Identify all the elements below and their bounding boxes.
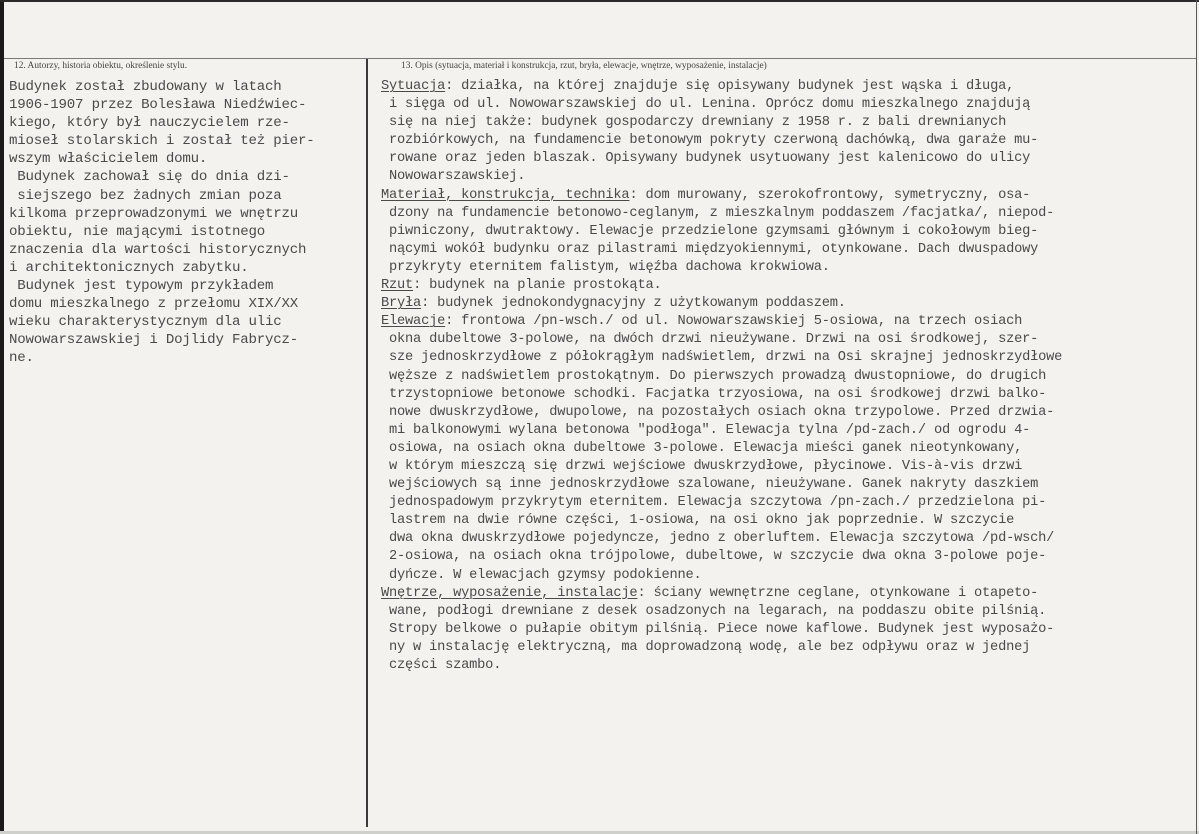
description-text: : frontowa /pn-wsch./ od ul. Nowowarszawskiej 5-osiowa, na trzech osiach (445, 314, 1023, 330)
description-text: węższe z nadświetlem prostokątnym. Do pierwszych prowadzą dwustopniowe, do drugich (381, 368, 1047, 384)
history-text-line: 1906-1907 przez Bolesława Niedźwiec- (9, 97, 307, 114)
sheet-top-edge (0, 0, 1199, 2)
description-text-line (381, 205, 1062, 223)
description-text-line (381, 241, 1062, 259)
description-text-line (381, 657, 1062, 675)
history-text-line: siejszego bez żadnych zmian poza (9, 187, 282, 204)
description-text-line (381, 277, 1062, 295)
description-text: nowe dwuskrzydłowe, dwupolowe, na pozostałych osiach okna trzypolowe. Przed drzwia- (381, 404, 1055, 420)
description-text: Stropy belkowe o pułapie obitym pilśnią. Piece nowe kaflowe. Budynek jest wyposażo- (381, 621, 1055, 637)
description-text-line (381, 96, 1062, 114)
description-text: dwa okna dwuskrzydłowe pojedyncze, jedno z oberluftem. Elewacja szczytowa /pd-wsch/ (381, 531, 1055, 547)
description-text: Nowowarszawskiej. (381, 169, 526, 185)
description-text-line (381, 404, 1062, 422)
history-text-line: kilkoma przeprowadzonymi we wnętrzu (9, 205, 299, 222)
description-text: się na niej także: budynek gospodarczy drewniany z 1958 r. z bali drewnianych (381, 115, 1007, 131)
description-text-line (381, 368, 1062, 386)
description-text-line (381, 114, 1062, 132)
subsection-label: Materiał, konstrukcja, technika (381, 187, 630, 203)
history-text-line: ne. (9, 350, 34, 367)
description-text: : budynek jednokondygnacyjny z użytkowanym poddaszem. (421, 296, 846, 312)
description-text: osiowa, na osiach okna dubeltowe 3-polowe. Elewacja mieści ganek nieotynkowany, (381, 440, 1023, 456)
description-text-line (381, 223, 1062, 241)
description-text: lastrem na dwie równe części, 1-osiowa, na osi okno jak poprzednie. W szczycie (381, 513, 1015, 529)
description-text: ny w instalację elektryczną, ma doprowadzoną wodę, ale bez odpływu oraz w jednej (381, 639, 1031, 655)
history-text-line: domu mieszkalnego z przełomu XIX/XX (9, 296, 299, 313)
description-text: nącymi wokół budynku oraz pilastrami międzyokiennymi, otynkowane. Dach dwuspadowy (381, 241, 1039, 257)
description-text: dyńcze. W elewacjach gzymsy podokienne. (381, 567, 702, 583)
description-text-line (381, 567, 1062, 585)
description-text: w którym mieszczą się drzwi wejściowe dwuskrzydłowe, płycinowe. Vis-à-vis drzwi (381, 458, 1023, 474)
description-text-line (381, 603, 1062, 621)
description-text-line (381, 386, 1062, 404)
description-text-line (381, 440, 1062, 458)
description-text: okna dubeltowe 3-polowe, na dwóch drzwi nieużywane. Drzwi na osi środkowej, szer- (381, 332, 1039, 348)
subsection-label: Elewacje (381, 314, 446, 330)
description-text: : budynek na planie prostokąta. (413, 278, 662, 294)
section-12-heading: 12. Autorzy, historia obiektu, określenie stylu. (14, 61, 188, 71)
description-text-line (381, 530, 1062, 548)
description-text: wejściowych są inne jednoskrzydłowe szalowane, nieużywane. Ganek nakryty daszkiem (381, 477, 1039, 493)
column-divider (366, 59, 368, 827)
subsection-label: Bryła (381, 296, 422, 312)
subsection-label: Wnętrze, wyposażenie, instalacje (381, 585, 638, 601)
subsection-label: Rzut (381, 278, 414, 294)
description-text-column (381, 78, 1062, 675)
description-text-line (381, 331, 1062, 349)
history-text-line: Budynek zachował się do dnia dzi- (9, 169, 290, 186)
history-text-line: znaczenia dla wartości historycznych (9, 241, 307, 258)
description-text-line (381, 187, 1062, 205)
description-text: jednospadowym przykrytym eternitem. Elewacja szczytowa /pn-zach./ przedzielona pi- (381, 495, 1047, 511)
sheet-left-edge (0, 0, 4, 834)
description-text: dzony na fundamencie betonowo-ceglanym, z mieszkalnym poddaszem /facjatka/, niepod- (381, 205, 1055, 221)
history-text-line: Budynek jest typowym przykładem (9, 278, 274, 295)
sheet-right-edge (1196, 0, 1197, 834)
description-text: trzystopniowe betonowe schodki. Facjatka trzyosiowa, na osi środkowej drzwi balko- (381, 386, 1047, 402)
description-text: piwniczony, dwutraktowy. Elewacje przedzielone gzymsami głównym i cokołowym bieg- (381, 223, 1039, 239)
history-text-line: mioseł stolarskich i został też pier- (9, 133, 315, 150)
subsection-label: Sytuacja (381, 79, 446, 94)
history-text-line: Budynek został zbudowany w latach (9, 79, 282, 95)
description-text-line (381, 639, 1062, 657)
description-text: : ściany wewnętrzne ceglane, otynkowane i otapeto- (637, 585, 1039, 601)
description-text-line (381, 548, 1062, 566)
description-text: 2-osiowa, na osiach okna trójpolowe, dubeltowe, w szczycie dwa okna 3-polowe poje- (381, 549, 1047, 565)
history-text-line: i architektonicznych zabytku. (9, 259, 249, 276)
description-text: : dom murowany, szerokofrontowy, symetryczny, osa- (629, 187, 1031, 203)
description-text: i sięga od ul. Nowowarszawskiej do ul. Lenina. Oprócz domu mieszkalnego znajdują (381, 97, 1031, 113)
description-text-line (381, 349, 1062, 367)
history-text-line: wszym właścicielem domu. (9, 151, 208, 168)
description-text: przykryty eternitem falistym, więźba dachowa krokwiowa. (381, 259, 830, 275)
section-13-heading: 13. Opis (sytuacja, materiał i konstrukcja, rzut, bryła, elewacje, wnętrze, wyposażenie, instalacje) (401, 61, 767, 71)
description-text-line (381, 132, 1062, 150)
description-text-line (381, 295, 1062, 313)
description-text: wane, podłogi drewniane z desek osadzonych na legarach, na poddaszu obite pilśnią. (381, 603, 1047, 619)
description-text-line (381, 313, 1062, 331)
description-text: rowane oraz jeden blaszak. Opisywany budynek usytuowany jest kalenicowo do ulicy (381, 151, 1031, 167)
description-text-line (381, 78, 1062, 96)
description-text-line (381, 168, 1062, 186)
description-text-line (381, 512, 1062, 530)
description-text-line (381, 458, 1062, 476)
description-text: sze jednoskrzydłowe z półokrągłym nadświetlem, drzwi na Osi skrajnej jednoskrzydłowe (381, 350, 1063, 366)
description-text: części szambo. (381, 658, 502, 673)
description-text: mi balkonowymi wylana betonowa "podłoga". Elewacja tylna /pd-zach./ od ogrodu 4- (381, 422, 1031, 438)
history-text-line: kiego, który był nauczycielem rze- (9, 115, 290, 132)
description-text-line (381, 259, 1062, 277)
description-text-line (381, 422, 1062, 440)
header-rule (4, 58, 1196, 59)
history-text-line: Nowowarszawskiej i Dojlidy Fabrycz- (9, 332, 299, 349)
description-text-line (381, 621, 1062, 639)
history-text-line: obiektu, nie mającymi istotnego (9, 223, 265, 240)
description-text-line (381, 494, 1062, 512)
description-text-line (381, 585, 1062, 603)
description-text-line (381, 150, 1062, 168)
description-text: : działka, na której znajduje się opisywany budynek jest wąska i długa, (445, 79, 1015, 94)
history-text-column (9, 78, 315, 368)
history-text-line: wieku charakterystycznym dla ulic (9, 314, 282, 331)
description-text: rozbiórkowych, na fundamencie betonowym pokryty czerwoną dachówką, dwa garaże mu- (381, 133, 1039, 149)
description-text-line (381, 476, 1062, 494)
